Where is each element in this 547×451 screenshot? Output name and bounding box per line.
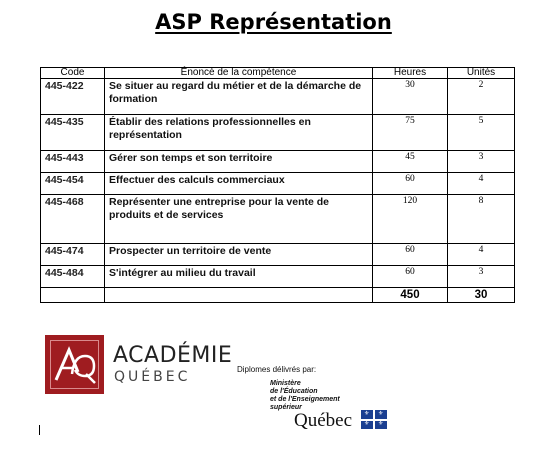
table-row xyxy=(41,115,515,151)
quebec-wordmark: Québec xyxy=(294,410,353,431)
row-statement: Effectuer des calculs commerciaux xyxy=(105,173,373,195)
row-code: 445-443 xyxy=(41,151,105,173)
header-statement: Énoncé de la compétence xyxy=(105,68,373,79)
header-code: Code xyxy=(41,68,105,79)
table-row xyxy=(41,244,515,266)
row-units: 4 xyxy=(448,244,515,266)
row-statement: Prospecter un territoire de vente xyxy=(105,244,373,266)
totals-empty-cell xyxy=(105,288,373,303)
academy-name-line1: ACADÉMIE xyxy=(113,343,233,368)
row-hours: 75 xyxy=(373,115,448,151)
row-hours: 60 xyxy=(373,244,448,266)
academy-name-line2: QUÉBEC xyxy=(114,369,191,385)
header-hours: Heures xyxy=(373,68,448,79)
row-code: 445-468 xyxy=(41,195,105,244)
table-row xyxy=(41,173,515,195)
totals-row xyxy=(41,288,515,303)
row-statement: Gérer son temps et son territoire xyxy=(105,151,373,173)
total-units: 30 xyxy=(448,288,515,303)
row-code: 445-422 xyxy=(41,79,105,115)
row-hours: 30 xyxy=(373,79,448,115)
row-code: 445-474 xyxy=(41,244,105,266)
row-hours: 60 xyxy=(373,173,448,195)
row-units: 3 xyxy=(448,266,515,288)
totals-empty-cell xyxy=(41,288,105,303)
page-title: ASP Représentation xyxy=(155,10,392,34)
row-units: 2 xyxy=(448,79,515,115)
row-units: 8 xyxy=(448,195,515,244)
row-statement: Établir des relations professionnelles en représentation xyxy=(105,115,373,151)
row-code: 445-484 xyxy=(41,266,105,288)
row-statement: Se situer au regard du métier et de la démarche de formation xyxy=(105,79,373,115)
row-units: 5 xyxy=(448,115,515,151)
row-code: 445-454 xyxy=(41,173,105,195)
quebec-flag-icon: ⚜ ⚜ ⚜ ⚜ xyxy=(361,410,387,429)
academie-quebec-logo xyxy=(45,335,104,394)
row-hours: 60 xyxy=(373,266,448,288)
row-code: 445-435 xyxy=(41,115,105,151)
table-header-row xyxy=(41,68,515,79)
table-row xyxy=(41,266,515,288)
table-row xyxy=(41,79,515,115)
header-units: Unités xyxy=(448,68,515,79)
ministry-name: Ministère de l'Éducation et de l'Enseignement supérieur xyxy=(270,380,340,411)
aq-monogram-icon xyxy=(48,338,101,391)
table-row xyxy=(41,151,515,173)
row-units: 3 xyxy=(448,151,515,173)
row-statement: Représenter une entreprise pour la vente de produits et de services xyxy=(105,195,373,244)
row-statement: S'intégrer au milieu du travail xyxy=(105,266,373,288)
row-hours: 45 xyxy=(373,151,448,173)
text-cursor xyxy=(39,425,40,435)
table-row xyxy=(41,195,515,244)
delivered-by-label: Diplomes délivrés par: xyxy=(237,365,317,374)
total-hours: 450 xyxy=(373,288,448,303)
row-hours: 120 xyxy=(373,195,448,244)
competency-table xyxy=(40,67,515,303)
row-units: 4 xyxy=(448,173,515,195)
